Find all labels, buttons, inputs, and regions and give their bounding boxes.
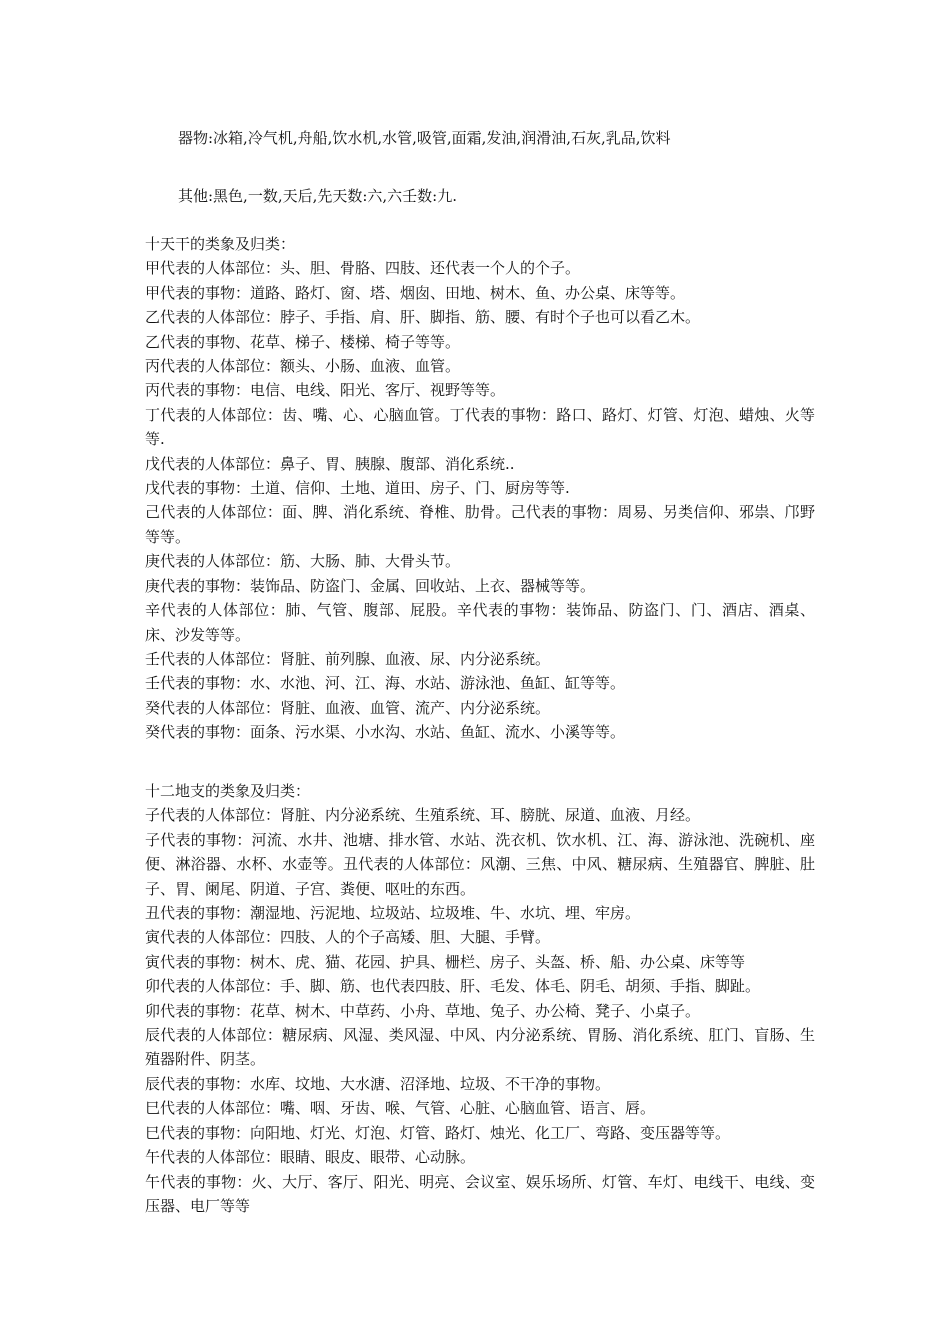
- dizhi-section: [145, 779, 815, 1218]
- paragraph-line: 壬代表的人体部位：肾脏、前列腺、血液、尿、内分泌系统。: [145, 649, 551, 668]
- paragraph-line: 己代表的人体部位：面、脾、消化系统、脊椎、肋骨。己代表的事物：周易、另类信仰、邪祟、邝野等等。: [145, 503, 815, 546]
- paragraph-line: 庚代表的事物：装饰品、防盗门、金属、回收站、上衣、器械等等。: [145, 576, 596, 595]
- paragraph-line: 丁代表的人体部位：齿、嘴、心、心脑血管。丁代表的事物：路口、路灯、灯管、灯泡、蜡烛、火等等.: [145, 405, 815, 449]
- paragraph-line: 辰代表的事物：水库、坟地、大水溏、沼泽地、垃圾、不干净的事物。: [145, 1074, 611, 1093]
- paragraph-line: 乙代表的事物、花草、梯子、楼梯、椅子等等。: [145, 332, 461, 351]
- paragraph-line: 寅代表的人体部位：四肢、人的个子高矮、胆、大腿、手臂。: [145, 928, 551, 947]
- paragraph-line: 壬代表的事物：水、水池、河、江、海、水站、游泳池、鱼缸、缸等等。: [145, 674, 626, 693]
- paragraph-line: 戊代表的事物：土道、信仰、土地、道田、房子、门、厨房等等.: [145, 479, 570, 498]
- paragraph-line: 戊代表的人体部位：鼻子、胃、胰腺、腹部、消化系统..: [145, 454, 515, 473]
- paragraph-line: 乙代表的人体部位：脖子、手指、肩、肝、脚指、筋、腰、有时个子也可以看乙木。: [145, 308, 701, 327]
- paragraph-line: 寅代表的事物：树木、虎、猫、花园、护具、栅栏、房子、头盔、桥、船、办公桌、床等等: [145, 952, 746, 971]
- paragraph-line: 庚代表的人体部位：筋、大肠、肺、大骨头节。: [145, 552, 461, 571]
- paragraph-line: 午代表的事物：火、大厅、客厅、阳光、明亮、会议室、娱乐场所、灯管、车灯、电线干、电线、变压器、电厂等等: [145, 1172, 815, 1215]
- paragraph-line: 辛代表的人体部位：肺、气管、腹部、屁股。辛代表的事物：装饰品、防盗门、门、酒店、酒桌、床、沙发等等。: [145, 601, 815, 644]
- paragraph-line: 丙代表的事物：电信、电线、阳光、客厅、视野等等。: [145, 381, 506, 400]
- paragraph-line: 子代表的事物：河流、水井、池塘、排水管、水站、洗衣机、饮水机、江、海、游泳池、洗碗机、座便、淋浴器、水杯、水壶等。丑代表的人体部位：风潮、三焦、中风、糖尿病、生殖器官、脾脏、肚子、胃、阑尾、阴道、子宫、粪便、呕吐的东西。: [145, 830, 815, 898]
- paragraph-line: 甲代表的人体部位：头、胆、骨胳、四肢、还代表一个人的个子。: [145, 259, 581, 278]
- paragraph-line: 巳代表的事物：向阳地、灯光、灯泡、灯管、路灯、烛光、化工厂、弯路、变压器等等。: [145, 1123, 731, 1142]
- intro-other-line: 其他:黑色,一数,天后,先天数:六,六壬数:九.: [178, 187, 458, 205]
- paragraph-line: 巳代表的人体部位：嘴、咽、牙齿、喉、气管、心脏、心脑血管、语言、唇。: [145, 1099, 656, 1118]
- paragraph-line: 丑代表的事物：潮湿地、污泥地、垃圾站、垃圾堆、牛、水坑、埋、牢房。: [145, 904, 641, 923]
- paragraph-line: 丙代表的人体部位：额头、小肠、血液、血管。: [145, 357, 461, 376]
- dizhi-heading: 十二地支的类象及归类：: [145, 782, 311, 800]
- paragraph-line: 辰代表的人体部位：糖尿病、风湿、类风湿、中风、内分泌系统、胃肠、消化系统、肛门、盲肠、生殖器附件、阴茎。: [145, 1026, 815, 1069]
- tiangan-heading: 十天干的类象及归类：: [145, 235, 296, 253]
- paragraph-line: 癸代表的事物：面条、污水渠、小水沟、水站、鱼缸、流水、小溪等等。: [145, 723, 626, 742]
- paragraph-line: 子代表的人体部位：肾脏、内分泌系统、生殖系统、耳、膀胱、尿道、血液、月经。: [145, 806, 701, 825]
- intro-objects-line: 器物:冰箱,冷气机,舟船,饮水机,水管,吸管,面霜,发油,润滑油,石灰,乳品,饮料: [178, 129, 671, 147]
- paragraph-line: 卯代表的人体部位：手、脚、筋、也代表四肢、肝、毛发、体毛、阴毛、胡须、手指、脚趾。: [145, 977, 761, 996]
- paragraph-line: 癸代表的人体部位：肾脏、血液、血管、流产、内分泌系统。: [145, 698, 551, 717]
- paragraph-line: 午代表的人体部位：眼睛、眼皮、眼带、心动脉。: [145, 1148, 476, 1167]
- tiangan-section: [145, 232, 815, 745]
- paragraph-line: 卯代表的事物：花草、树木、中草药、小舟、草地、兔子、办公椅、凳子、小桌子。: [145, 1001, 701, 1020]
- paragraph-line: 甲代表的事物：道路、路灯、窗、塔、烟囱、田地、树木、鱼、办公桌、床等等。: [145, 283, 686, 302]
